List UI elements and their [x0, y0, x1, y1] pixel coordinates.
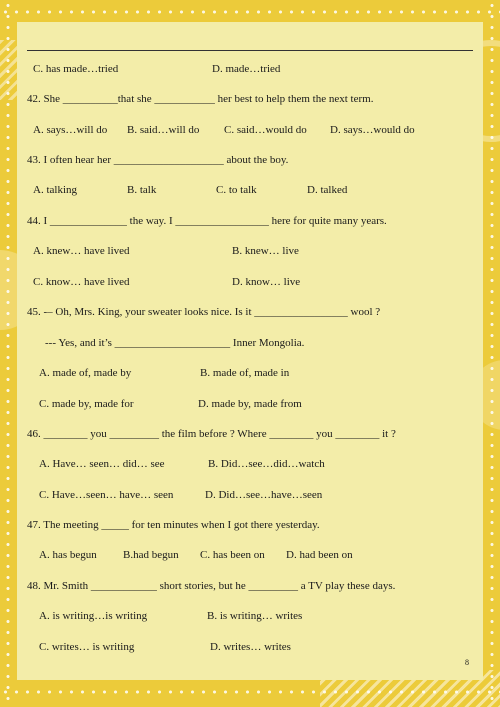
- question-45-stem: 45. -– Oh, Mrs. King, your sweater looks nice. Is it _________________ wool ?: [27, 306, 381, 318]
- option-c: C. writes… is writing: [39, 641, 135, 653]
- option-c: C. to talk: [216, 184, 257, 196]
- option-d: D. made by, made from: [198, 398, 302, 410]
- question-45-reply: --- Yes, and it’s _____________________ Inner Mongolia.: [45, 337, 305, 349]
- option-b: B. made of, made in: [200, 367, 290, 379]
- header-rule: [27, 50, 473, 51]
- option-c: C. has made…tried: [33, 63, 119, 75]
- option-c: C. has been on: [200, 549, 265, 561]
- option-a: A. is writing…is writing: [39, 610, 148, 622]
- option-c: C. Have…seen… have… seen: [39, 489, 174, 501]
- left-dot-border: [6, 0, 10, 707]
- option-a: A. has begun: [39, 549, 97, 561]
- option-d: D. had been on: [286, 549, 353, 561]
- option-d: D. writes… writes: [210, 641, 291, 653]
- question-44-stem: 44. I ______________ the way. I _________________ here for quite many years.: [27, 215, 387, 227]
- option-d: D. know… live: [232, 276, 301, 288]
- option-d: D. made…tried: [212, 63, 281, 75]
- option-c: C. know… have lived: [33, 276, 130, 288]
- option-a: A. knew… have lived: [33, 245, 130, 257]
- option-b: B.had begun: [123, 549, 179, 561]
- option-b: B. is writing… writes: [207, 610, 303, 622]
- option-b: B. said…will do: [127, 124, 200, 136]
- option-b: B. talk: [127, 184, 157, 196]
- option-c: C. said…would do: [224, 124, 307, 136]
- option-b: B. Did…see…did…watch: [208, 458, 325, 470]
- option-a: A. Have… seen… did… see: [39, 458, 165, 470]
- option-b: B. knew… live: [232, 245, 299, 257]
- worksheet-page: [17, 22, 483, 680]
- option-a: A. made of, made by: [39, 367, 132, 379]
- option-d: D. talked: [307, 184, 348, 196]
- question-43-stem: 43. I often hear her ____________________ about the boy.: [27, 154, 289, 166]
- option-c: C. made by, made for: [39, 398, 134, 410]
- option-a: A. says…will do: [33, 124, 108, 136]
- top-dot-border: [0, 10, 500, 14]
- question-42-stem: 42. She __________that she ___________ her best to help them the next term.: [27, 93, 374, 105]
- page-number: 8: [465, 658, 469, 667]
- question-46-stem: 46. ________ you _________ the film before ? Where ________ you ________ it ?: [27, 428, 396, 440]
- question-47-stem: 47. The meeting _____ for ten minutes when I got there yesterday.: [27, 519, 320, 531]
- option-d: D. says…would do: [330, 124, 415, 136]
- option-a: A. talking: [33, 184, 77, 196]
- option-d: D. Did…see…have…seen: [205, 489, 323, 501]
- question-48-stem: 48. Mr. Smith ____________ short stories, but he _________ a TV play these days.: [27, 580, 396, 592]
